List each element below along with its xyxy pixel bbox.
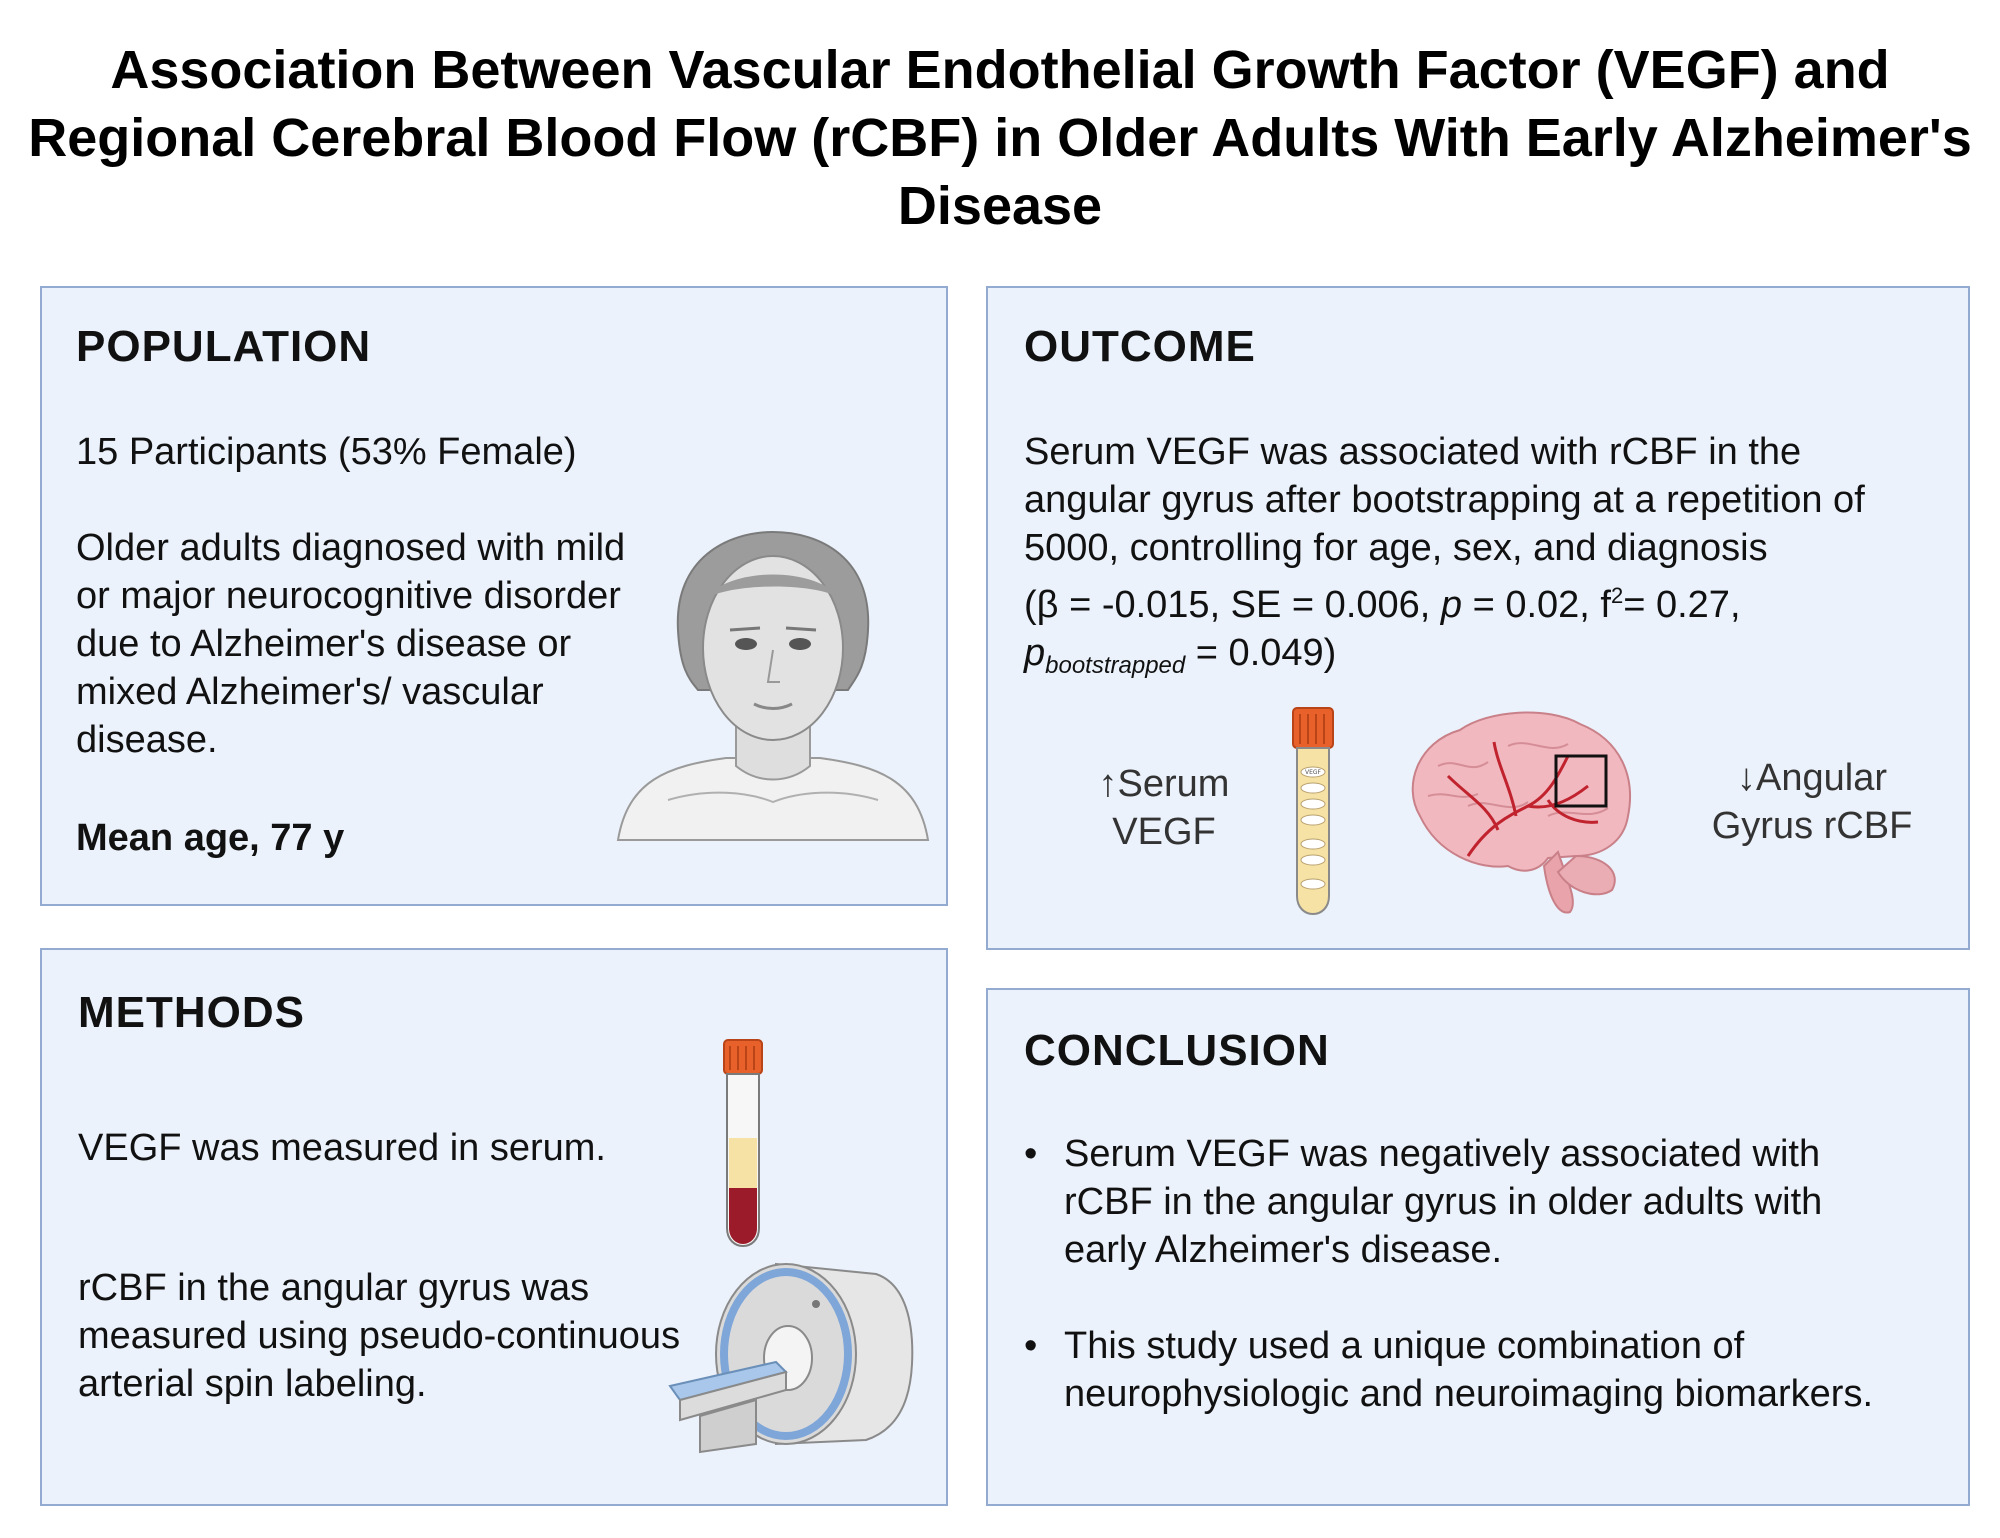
stats-line-1	[1024, 572, 1934, 629]
outcome-heading: OUTCOME	[1024, 322, 1256, 371]
serum-label-line2: VEGF	[1112, 811, 1216, 853]
conclusion-panel	[986, 988, 1970, 1506]
conclusion-list	[988, 1130, 1908, 1466]
vegf-tube-illustration	[1288, 706, 1338, 916]
down-arrow-icon: ↓	[1737, 757, 1756, 799]
conclusion-heading: CONCLUSION	[1024, 1026, 1330, 1075]
older-adult-illustration	[608, 530, 938, 840]
methods-heading: METHODS	[78, 988, 305, 1037]
methods-panel	[40, 948, 948, 1506]
f-superscript: 2	[1610, 583, 1624, 608]
f-value-text: = 0.27,	[1623, 584, 1741, 626]
mri-scanner-illustration	[666, 1254, 916, 1454]
p-symbol: p	[1440, 584, 1463, 626]
beta-se-text: (β = -0.015, SE = 0.006,	[1024, 584, 1441, 626]
up-arrow-icon: ↑	[1098, 763, 1118, 805]
page-title: Association Between Vascular Endothelial Growth Factor (VEGF) and Regional Cerebral Blood Flow (rCBF) in Older Adults With Early Alzheimer's Disease	[28, 40, 1972, 236]
methods-rcbf-text: rCBF in the angular gyrus was measured using pseudo-continuous arterial spin labeling.	[78, 1267, 681, 1405]
gyrus-label-line1: Angular	[1756, 757, 1887, 799]
stats-line-2	[1024, 629, 1934, 690]
angular-gyrus-label	[1672, 754, 1952, 850]
outcome-statistics	[1024, 572, 1934, 690]
population-panel	[40, 286, 948, 906]
pboot-subscript: bootstrapped	[1045, 652, 1186, 679]
conclusion-bullet: • This study used a unique combination of neurophysiologic and neuroimaging biomarkers.	[988, 1322, 1908, 1418]
participants-text: 15 Participants (53% Female)	[76, 431, 577, 473]
population-heading: POPULATION	[76, 322, 372, 371]
tube-vegf-label: VEGF	[1305, 769, 1321, 776]
pboot-symbol: p	[1024, 632, 1046, 674]
brain-illustration	[1398, 706, 1638, 916]
mean-age-text: Mean age, 77 y	[76, 817, 345, 859]
pboot-value-text: = 0.049)	[1185, 632, 1337, 674]
p-value-text: = 0.02, f	[1462, 584, 1611, 626]
outcome-sentence: Serum VEGF was associated with rCBF in the angular gyrus after bootstrapping at a repetition of 5000, controlling for age, sex, and diagnosis	[1024, 431, 1865, 569]
serum-label-line1: Serum	[1117, 763, 1230, 805]
serum-vegf-label	[1054, 760, 1274, 856]
population-description: Older adults diagnosed with mild or major neurocognitive disorder due to Alzheimer's disease or mixed Alzheimer's/ vascular disease.	[76, 527, 626, 761]
outcome-panel	[986, 286, 1970, 950]
blood-tube-illustration	[718, 1038, 768, 1248]
conclusion-bullet: • Serum VEGF was negatively associated with rCBF in the angular gyrus in older adults with early Alzheimer's disease.	[988, 1130, 1908, 1274]
methods-serum-text: VEGF was measured in serum.	[78, 1127, 606, 1169]
gyrus-label-line2: Gyrus rCBF	[1711, 805, 1913, 847]
